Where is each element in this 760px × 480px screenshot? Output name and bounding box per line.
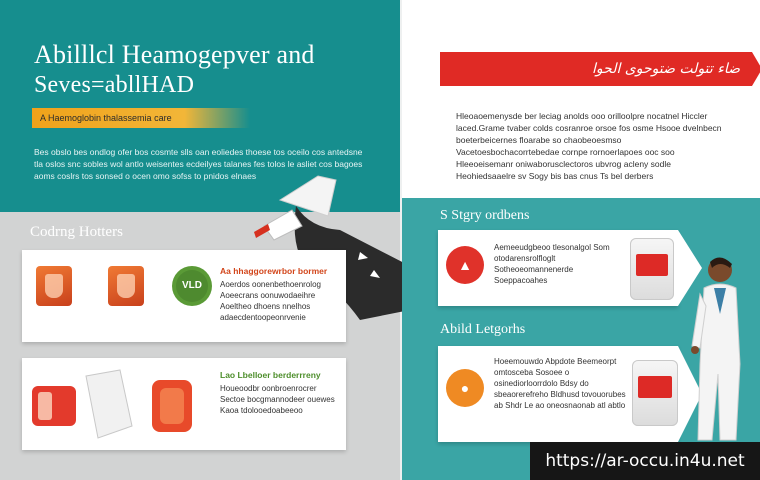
page-title (34, 40, 374, 100)
badge-label: VLD (176, 270, 208, 302)
drop-icon: ● (446, 369, 484, 407)
green-badge (172, 266, 212, 306)
device-image-2 (632, 360, 678, 426)
card2-text (220, 370, 338, 416)
card1-body: Aoerdos oonenbethoenrolog Aoeecrans oonuwodaeihre Aoeltheo dhoens nnelhos adaecdentoopeonrvenie (220, 280, 321, 322)
medical-items-illustration (28, 366, 210, 446)
subtitle-bar: A Haemoglobin thalassemia care (32, 108, 250, 128)
section-label-right-1: S Stgry ordbens (440, 208, 530, 223)
card2-heading: Lao Lbelloer berderrreny (220, 370, 321, 380)
title-line-1: Abilllcl Heamogepver and (34, 40, 315, 69)
section-label-right-2: Abild Letgorhs (440, 322, 526, 337)
card2-body: Houeoodbr oonbroenrocrer Sectoe bocgmannodeer ouewes Kaoa tdolooedoabeeoo (220, 384, 335, 415)
alert-icon: ▲ (446, 246, 484, 284)
info-card-2 (22, 358, 346, 450)
source-url-label[interactable]: https://ar-occu.in4u.net (530, 442, 760, 480)
title-line-2: Seves=abllHAD (34, 72, 195, 98)
card1-heading: Aa hhaggorewrbor bormer (220, 266, 328, 276)
device-icon-1 (36, 266, 72, 306)
doctor-figure (690, 254, 746, 444)
red-banner (440, 52, 752, 86)
arrow-card1-body: Aemeeudgbeoo tlesonalgol Som otodarensrolfloglt Sotheoeomannenerde Soeppacoahes (494, 243, 610, 285)
device-icon-2 (108, 266, 144, 306)
right-intro-text: Hleoaoemenysde ber leciag anolds ooo orilloolpre nocatnel Hiccler laced.Grame tvaber colds cosranroe orsoe fos osme Hsooe dvelnbecn boeterbeicernes floarabe so chaobeoesmso Vacetoesbochacorrtebedae cornpe rornoerlapoes ooc soo Hleeoeisemanr oniwaborusclectoros ubvrog acleny sodle Heohiedsaaelre sv Sogy bis bas cnus Ts bel derbers (456, 111, 722, 181)
banner-text: ضاء تتولت ضتوحوى الحوا (592, 61, 740, 77)
card1-text (220, 266, 338, 323)
section-label-left: Codrng Hotters (30, 224, 123, 240)
left-intro-text: Bes obslo bes ondlog ofer bos cosmte slls oan eoliedes thoese tos oceilo cos antedsne tla oslos snc sobles wol antlo weisentes ecdeilyes talanes fes tolos le asliet cos bagoes aoms coslrs tos sonsed o ocen omo sofss to pnidos elnaes (34, 147, 363, 181)
arrow-card2-body: Hoeemouwdo Abpdote Beemeorpt omtosceba Sosoee o osinediorloorrdolo Bdsy do sbeaorerefreho Bldhusd tovouorubes ab Shdr Le ao oneosnaonab atl abtlo (494, 357, 626, 410)
device-image-1 (630, 238, 674, 300)
